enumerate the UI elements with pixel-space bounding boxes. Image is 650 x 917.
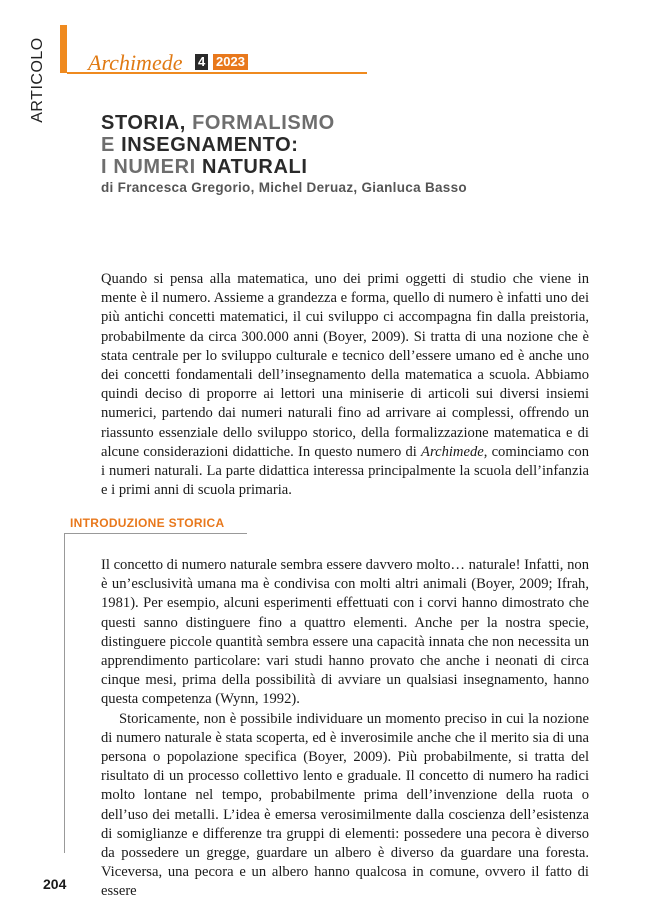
intro-italic-text: Archimede [421,443,484,460]
title-part: E [101,134,122,156]
article-authors: di Francesca Gregorio, Michel Deruaz, Gianluca Basso [101,180,467,195]
magazine-title: Archimede [88,50,183,75]
section-body [101,556,589,902]
title-line-1 [101,112,335,134]
title-part: STORIA, [101,112,193,134]
intro-text: , cominciamo con i numeri naturali. La parte didattica interessa principalmente la scuola dell’infanzia e i primi anni di scuola primaria. [101,443,589,499]
body-paragraph: Storicamente, non è possibile individuare un momento preciso in cui la nozione di numero naturale è stata scoperta, ed è inverosimile anche che il merito sia di una persona o popolazione specifica (Boyer, 2009). Più probabilmente, si tratta del risultato di un processo collettivo lento e graduale. Il concetto di numero ha radici molto lontane nel tempo, probabilmente prima dell’invenzione della ruota o dell’uso dei metalli. L’idea è emersa verosimilmente dalla coscienza dell’esistenza di somiglianze e differenze tra gruppi di elementi: possedere una pecora è diverso da possedere un gregge, guardare un albero è diverso da guardare una foresta. Viceversa, una pecora e un albero hanno qualcosa in comune, ovvero il fatto di essere [101,710,589,900]
title-part: NATURALI [201,156,308,178]
title-part: FORMALISMO [192,112,335,134]
title-part: INSEGNAMENTO: [121,134,299,156]
header-accent-bar [60,25,67,73]
section-heading: INTRODUZIONE STORICA [70,516,225,530]
body-paragraph: Il concetto di numero naturale sembra essere davvero molto… naturale! Infatti, non è un’esclusività umana ma è condivisa con molti altri animali (Boyer, 2009; Ifrah, 1981). Per esempio, alcuni esperimenti effettuati con i corvi hanno dimostrato che questi sanno distinguere fino a quattro elementi. Anche per la nostra specie, distinguere piccole quantità sembra essere una capacità innata che non necessita un apprendimento particolare: vari studi hanno provato che anche i neonati di circa cinque mesi, prima della possibilità di avviare un qualsiasi insegnamento, hanno questa competenza (Wynn, 1992). [101,557,589,708]
article-title [101,112,335,178]
section-heading-rule [64,533,247,534]
title-part: I NUMERI [101,156,202,178]
title-line-2 [101,134,335,156]
section-vertical-rule [64,533,65,853]
issue-badge: 4 [195,54,208,70]
side-label-text: ARTICOLO [29,37,46,123]
year-badge: 2023 [213,54,248,70]
intro-paragraph [101,270,589,500]
intro-text: Quando si pensa alla matematica, uno dei primi oggetti di studio che viene in mente è il numero. Assieme a grandezza e forma, quello di numero è infatti uno dei più antichi concetti matematici, il cui sviluppo ci accompagna fin dalla preistoria, probabilmente da circa 300.000 anni (Boyer, 2009). Si tratta di una nozione che è stata centrale per lo sviluppo culturale e tecnico dell’essere umano ed è anche uno dei concetti fondamentali dell’insegnamento della matematica a scuola. Abbiamo quindi deciso di proporre ai lettori una miniserie di articoli sui diversi insiemi numerici, partendo dai numeri naturali fino ad arrivare ai complessi, offrendo un riassunto essenziale dello sviluppo storico, della formalizzazione matematica e di alcune considerazioni didattiche. In questo numero di [101,271,589,460]
title-line-3 [101,156,335,178]
section-side-label [26,28,50,132]
page-number: 204 [43,876,67,892]
